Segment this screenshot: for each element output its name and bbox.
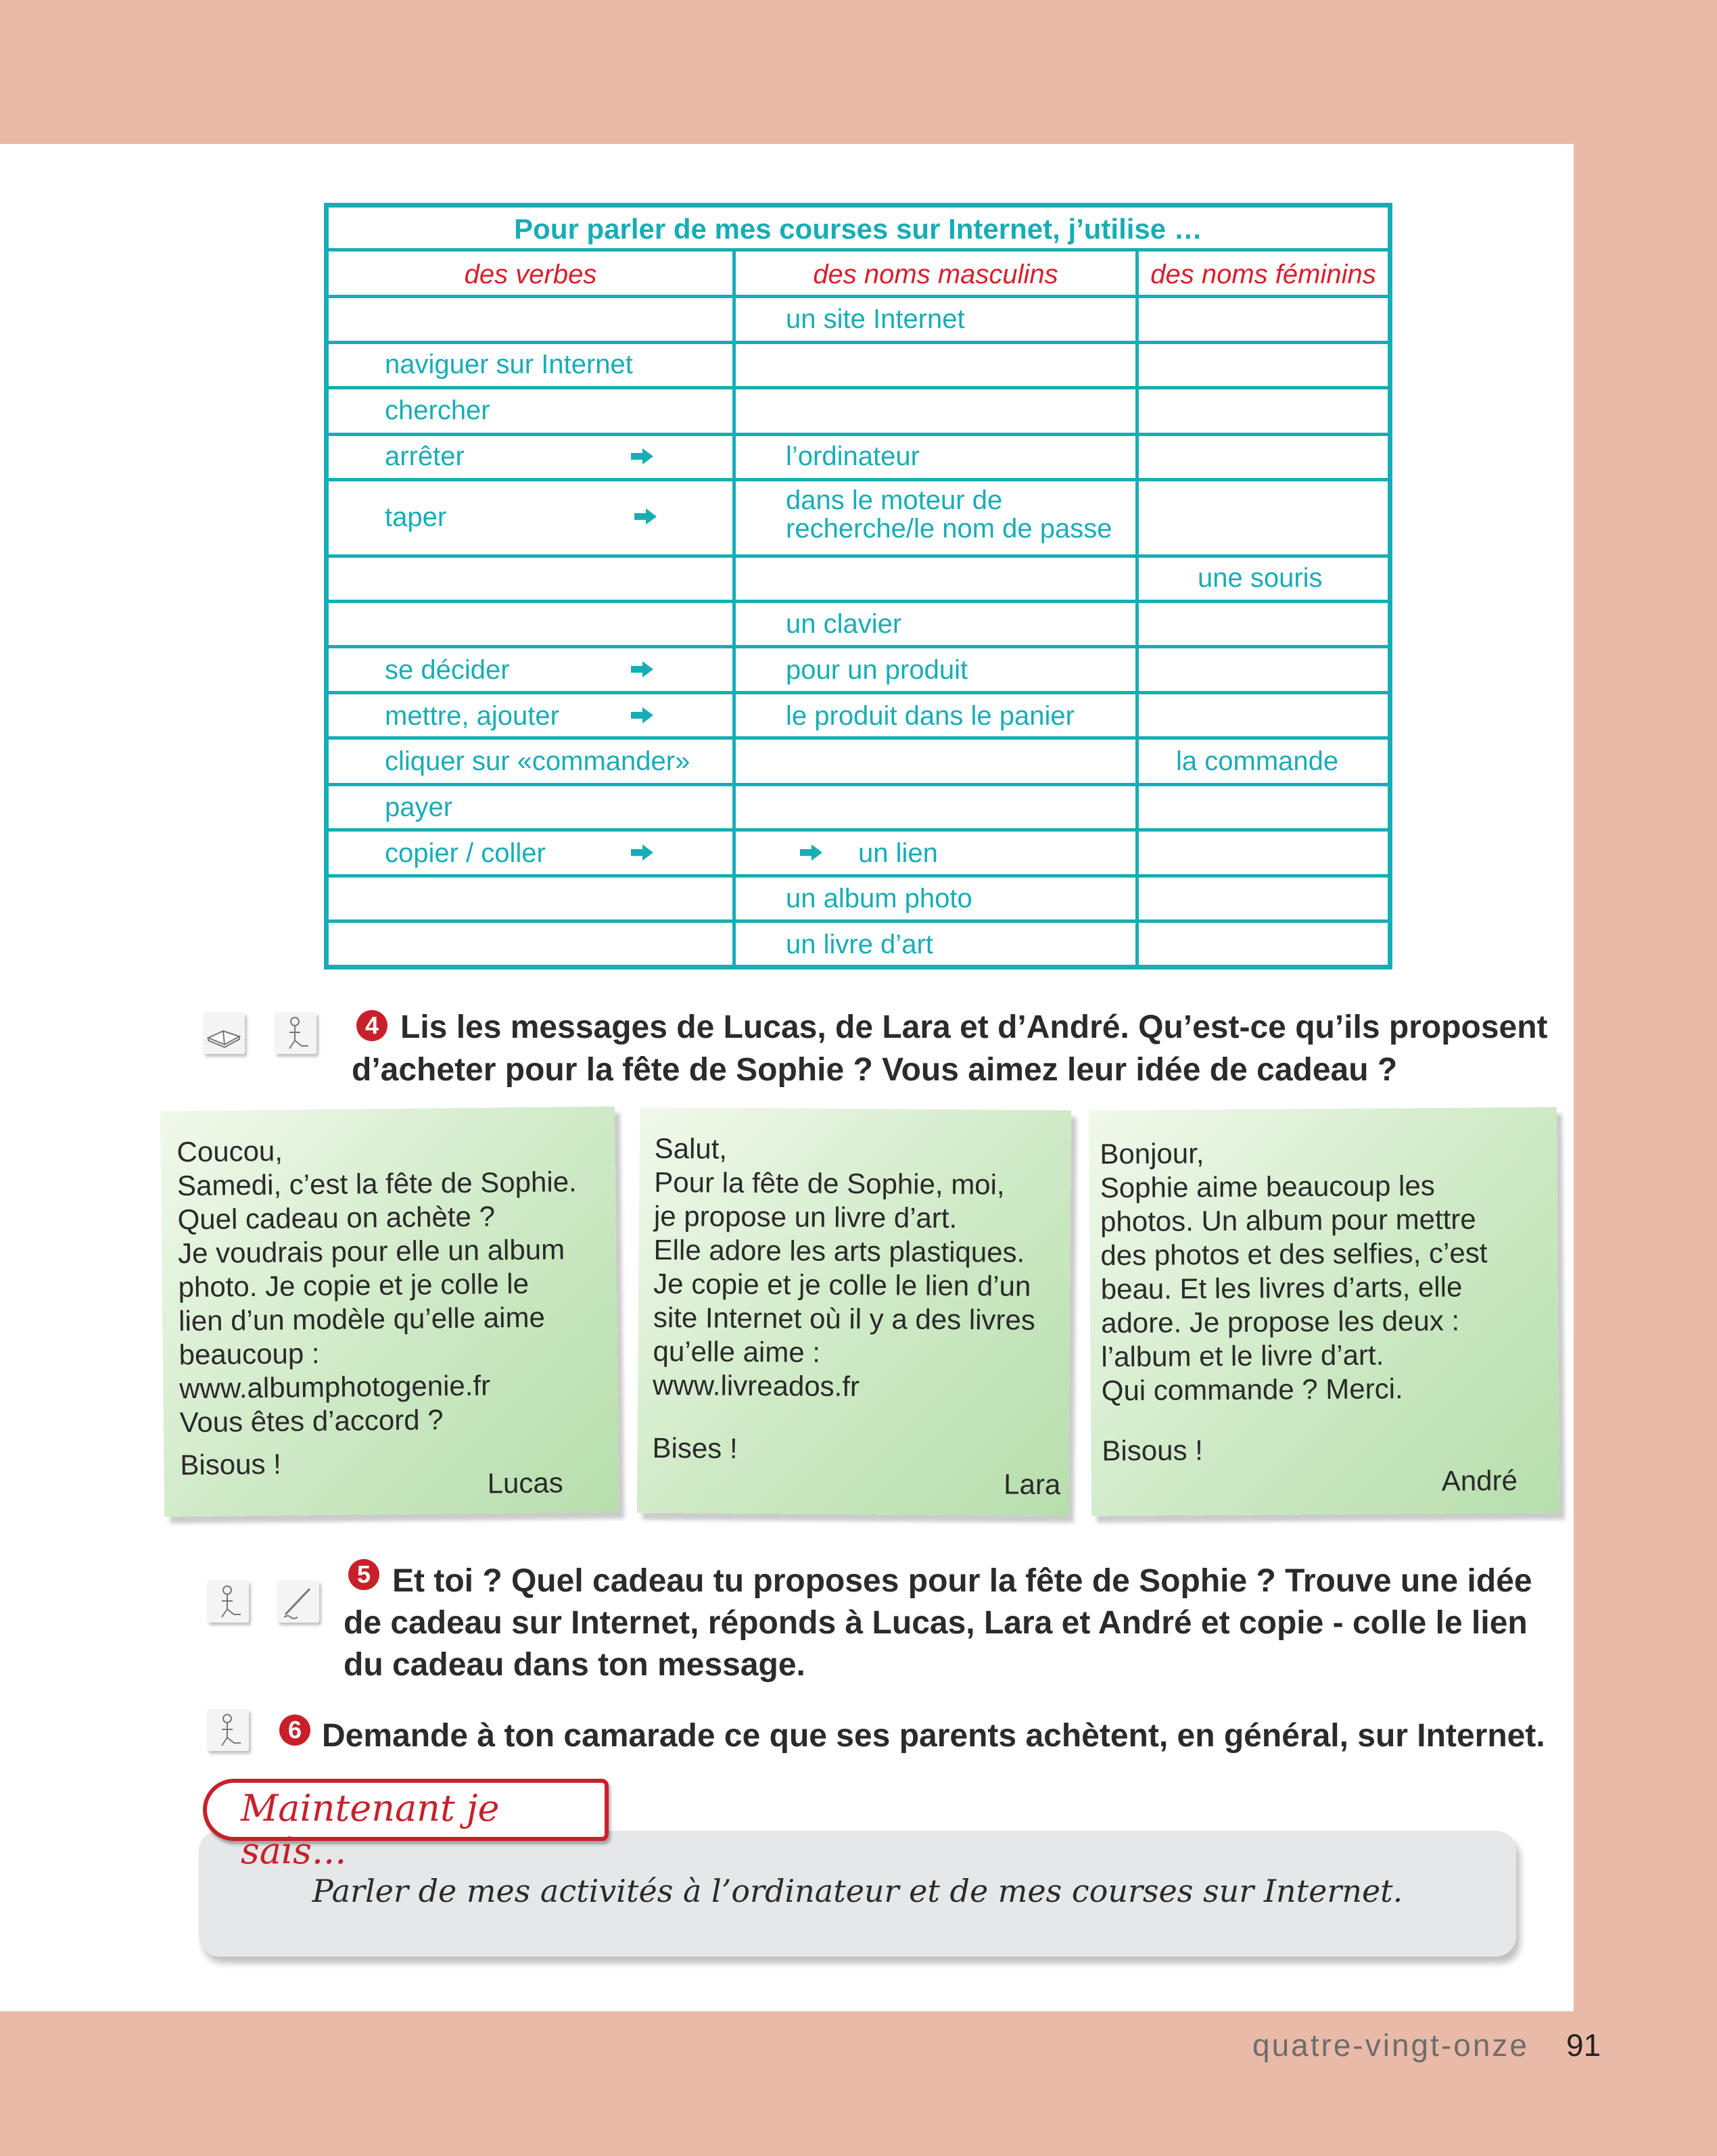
cell-verb: chercher xyxy=(385,396,490,425)
message-card-andre xyxy=(1089,1107,1559,1516)
row-divider xyxy=(329,600,1388,603)
cell-masc: le produit dans le panier xyxy=(786,701,1075,731)
speak-icon xyxy=(275,1012,316,1054)
arrow-icon xyxy=(631,844,654,861)
row-divider xyxy=(329,386,1388,389)
row-divider xyxy=(329,645,1388,648)
cell-verb: naviguer sur Internet xyxy=(385,350,633,379)
row-divider xyxy=(329,783,1388,786)
row-divider xyxy=(329,478,1388,481)
exercise-4-line-2: d’acheter pour la fête de Sophie ? Vous aimez leur idée de cadeau ? xyxy=(352,1052,1398,1088)
cell-fem: la commande xyxy=(1176,746,1339,776)
exercise-number-6: 6 xyxy=(279,1715,310,1746)
maintenant-ribbon xyxy=(203,1779,609,1872)
arrow-icon xyxy=(800,844,823,861)
cell-verb: se décider xyxy=(385,655,510,685)
row-divider xyxy=(329,433,1388,436)
row-divider xyxy=(329,874,1388,878)
cell-verb: cliquer sur «commander» xyxy=(385,746,690,776)
message-signature: André xyxy=(1441,1464,1518,1497)
column-header-verbs: des verbes xyxy=(464,260,597,289)
table-column-divider xyxy=(732,248,736,965)
cell-masc: un livre d’art xyxy=(786,930,933,959)
table-title: Pour parler de mes courses sur Internet, j’utilise … xyxy=(514,213,1202,245)
cell-masc: pour un produit xyxy=(786,655,968,685)
read-icon xyxy=(203,1012,245,1054)
row-divider xyxy=(329,554,1388,558)
row-divider xyxy=(329,919,1388,923)
table-divider xyxy=(329,248,1388,251)
exercise-5-line-1: Et toi ? Quel cadeau tu proposes pour la fête de Sophie ? Trouve une idée xyxy=(392,1563,1532,1599)
row-divider xyxy=(329,341,1388,344)
message-body: Salut, Pour la fête de Sophie, moi, je propose un livre d’art. Elle adore les arts plastiques. Je copie et je colle le lien d’un site Internet où il y a des livres qu’elle aime : www.livreados.fr xyxy=(653,1132,1036,1403)
row-divider xyxy=(329,295,1388,298)
page-number: 91 xyxy=(1566,2028,1601,2063)
row-divider xyxy=(329,736,1388,740)
message-card-lara xyxy=(637,1107,1071,1516)
exercise-number-5: 5 xyxy=(348,1559,379,1590)
cell-masc: un lien xyxy=(858,838,938,868)
arrow-icon xyxy=(631,661,654,677)
cell-masc: un album photo xyxy=(786,884,972,913)
cell-masc: dans le moteur de recherche/le nom de passe xyxy=(786,485,1112,544)
exercise-4-line-1: Lis les messages de Lucas, de Lara et d’André. Qu’est-ce qu’ils proposent xyxy=(400,1009,1548,1045)
message-body: Bonjour, Sophie aime beaucoup les photos. Un album pour mettre des photos et des selfies, c’est beau. Et les livres d’arts, elle adore. Je propose les deux : l’album et le livre d’art. Qui commande ? Merci. xyxy=(1100,1137,1488,1407)
exercise-5-line-2: de cadeau sur Internet, réponds à Lucas, Lara et André et copie - colle le lien xyxy=(344,1605,1528,1641)
arrow-icon xyxy=(631,448,654,464)
cell-verb: payer xyxy=(385,792,453,822)
message-body: Coucou, Samedi, c’est la fête de Sophie. Quel cadeau on achète ? Je voudrais pour elle un album photo. Je copie et je colle le lien d’un modèle qu’elle aime beaucoup : www.albumphotogenie.fr Vous êtes d’accord ? xyxy=(177,1134,577,1439)
summary-text: Parler de mes activités à l’ordinateur et de mes courses sur Internet. xyxy=(312,1873,1403,1909)
write-icon xyxy=(277,1581,319,1623)
message-closing: Bises ! xyxy=(652,1431,738,1464)
message-closing: Bisous ! xyxy=(1102,1434,1203,1467)
cell-masc: un clavier xyxy=(786,609,902,639)
row-divider xyxy=(329,691,1388,694)
ribbon-text: Maintenant je sais... xyxy=(241,1787,500,1872)
speak-icon xyxy=(207,1581,249,1623)
row-divider xyxy=(329,828,1388,832)
vocabulary-table xyxy=(324,203,1392,969)
cell-masc: l’ordinateur xyxy=(786,441,920,471)
column-header-feminine: des noms féminins xyxy=(1150,260,1376,289)
exercise-6-text: Demande à ton camarade ce que ses parents achètent, en général, sur Internet. xyxy=(322,1718,1545,1754)
cell-verb: copier / coller xyxy=(385,838,546,868)
exercise-5-line-3: du cadeau dans ton message. xyxy=(344,1647,805,1683)
column-header-masculine: des noms masculins xyxy=(813,260,1058,289)
cell-verb: taper xyxy=(385,502,447,532)
message-signature: Lucas xyxy=(487,1466,563,1500)
speak-icon xyxy=(207,1709,249,1751)
table-column-divider xyxy=(1135,248,1139,965)
message-closing: Bisous ! xyxy=(180,1447,282,1481)
arrow-icon xyxy=(634,508,657,525)
cell-verb: mettre, ajouter xyxy=(385,701,559,731)
message-signature: Lara xyxy=(1004,1468,1061,1501)
cell-verb: arrêter xyxy=(385,441,465,471)
arrow-icon xyxy=(631,707,654,723)
message-card-lucas xyxy=(160,1106,619,1516)
page-number-words: quatre-vingt-onze xyxy=(1252,2028,1529,2063)
cell-masc: un site Internet xyxy=(786,304,965,334)
cell-fem: une souris xyxy=(1198,563,1323,593)
exercise-number-4: 4 xyxy=(356,1010,387,1041)
